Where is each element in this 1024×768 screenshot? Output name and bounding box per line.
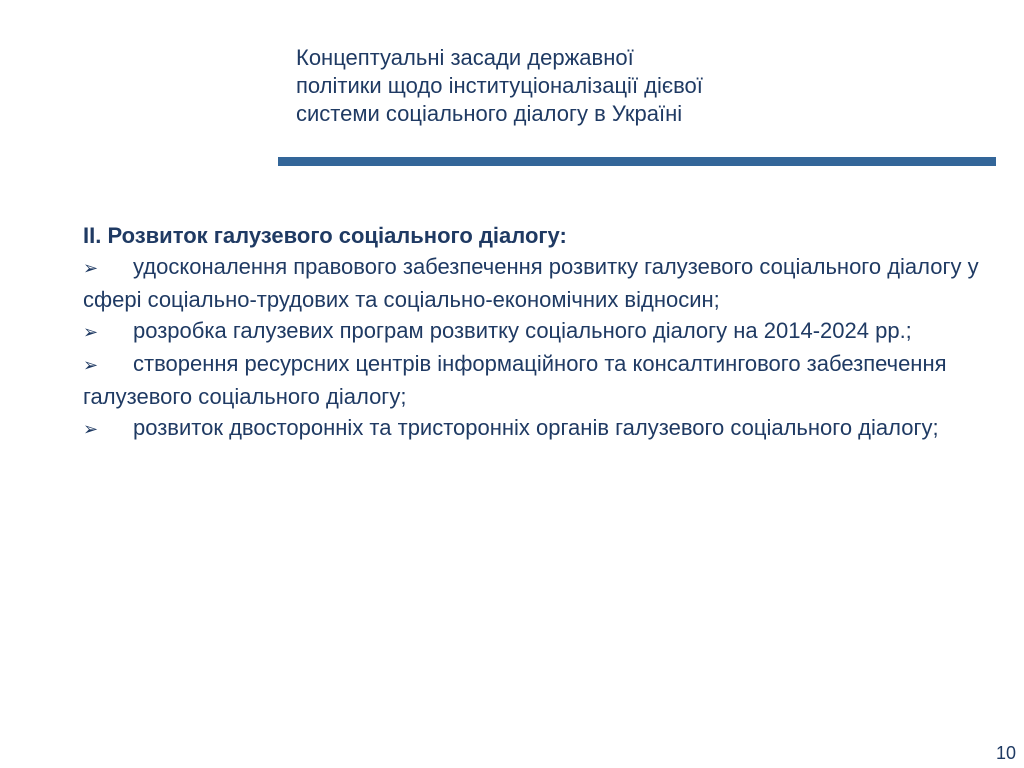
slide-title-line-2: політики щодо інституціоналізації дієвої — [296, 73, 703, 98]
slide-title — [296, 44, 896, 128]
arrow-bullet-icon: ➢ — [83, 419, 99, 440]
page-number: 10 — [995, 743, 1016, 763]
bullet-item — [83, 315, 1013, 348]
section-heading: ІІ. Розвиток галузевого соціального діалогу: — [83, 223, 567, 248]
bullet-item — [83, 412, 1013, 445]
bullet-item — [83, 348, 1013, 412]
bullet-text: удосконалення правового забезпечення розвитку галузевого соціального діалогу у сфері соціально-трудових та соціально-економічних відносин; — [83, 254, 979, 312]
arrow-bullet-icon: ➢ — [83, 322, 99, 343]
bullet-text: створення ресурсних центрів інформаційного та консалтингового забезпечення галузевого соціального діалогу; — [83, 351, 947, 409]
bullet-text: розробка галузевих програм розвитку соціального діалогу на 2014-2024 рр.; — [133, 318, 912, 343]
arrow-bullet-icon: ➢ — [83, 355, 99, 376]
arrow-bullet-icon: ➢ — [83, 258, 99, 279]
slide-body — [83, 220, 1013, 445]
slide-title-line-1: Концептуальні засади державної — [296, 45, 634, 70]
slide-title-line-3: системи соціального діалогу в Україні — [296, 101, 683, 126]
bullet-text: розвиток двосторонніх та тристоронніх органів галузевого соціального діалогу; — [133, 415, 939, 440]
title-divider — [278, 157, 996, 166]
bullet-item — [83, 251, 1013, 315]
